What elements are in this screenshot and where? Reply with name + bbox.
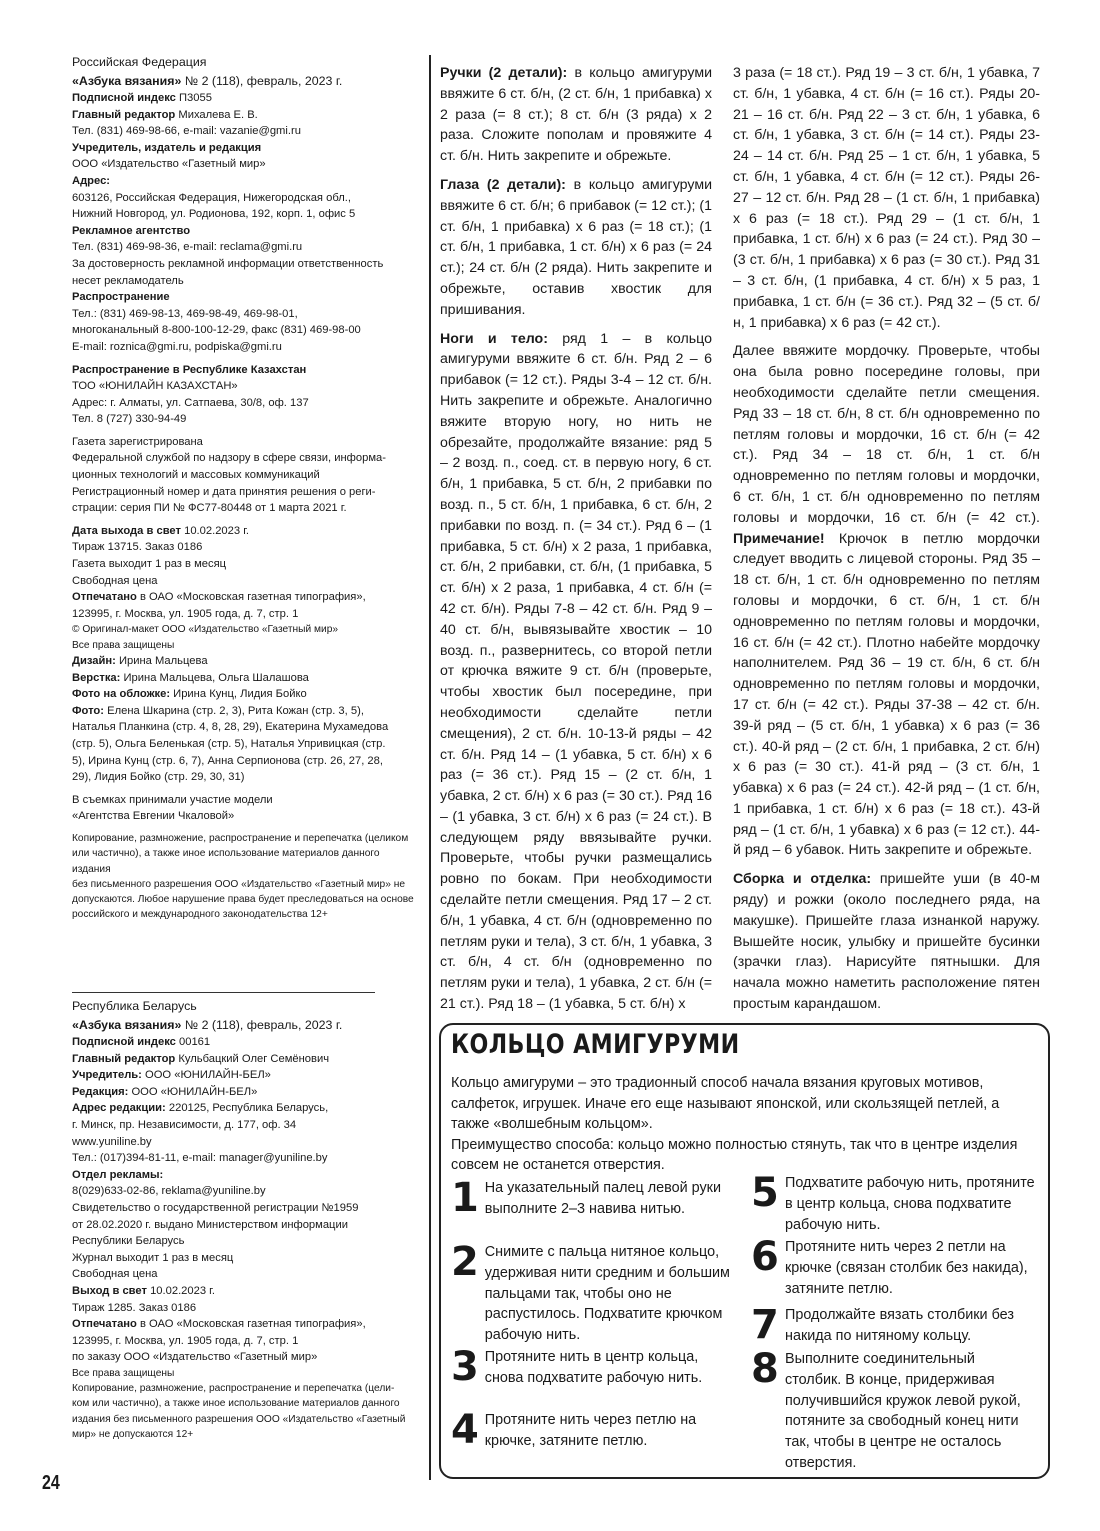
imprint-photo: (стр. 5), Ольга Беленькая (стр. 5), Наталья Упривицкая (стр.: [72, 737, 386, 750]
imprint-ad: 8(029)633-02-86, reklama@yuniline.by: [72, 1185, 266, 1198]
imprint-copyright: Копирование, размножение, распространение и перепечатка (целиком: [72, 832, 409, 844]
imprint-reg: страции: серия ПИ № ФС77-80448 от 1 марта 2021 г.: [72, 502, 347, 515]
imprint-reg: ционных технологий и массовых коммуникаций: [72, 469, 320, 482]
imprint-address: Нижний Новгород, ул. Родионова, 192, корп. 1, офис 5: [72, 208, 356, 221]
imprint-order: по заказу ООО «Издательство «Газетный мир»: [72, 1351, 318, 1364]
imprint-cert: от 28.02.2020 г. выдано Министерством информации: [72, 1218, 348, 1231]
imprint-models: В съемках принимали участие модели: [72, 793, 273, 806]
step-2: [451, 1239, 731, 1346]
imprint-ad-label: Рекламное агентство: [72, 224, 191, 237]
step-number: 2: [451, 1239, 479, 1285]
step-number: 8: [751, 1346, 779, 1392]
legs-body-paragraph: Ноги и тело: ряд 1 – в кольцо амигуруми ввяжите 6 ст. б/н. Ряд 2 – 6 прибавок (= 12 ст.). Ряды 3-4 – 12 ст. б/н. Нить закрепите и обрежьте. Аналогично вяжите вторую ногу, но нить не обрезайте, продолжайте вязание: ряд 5 – 2 возд. п., соед. ст. в первую ногу, 6 ст. б/н, 1 прибавка, 5 ст. б/н, 2 прибавки по возд. п., 5 ст. б/н, 1 прибавка, 6 ст. б/н, 2 прибавки по возд. п. (= 34 ст.). Ряд 6 – (1 прибавка, 5 ст. б/н) х 2 раза, 1 прибавка, ст. б/н, 2 прибавки, ст. б/н, (1 прибавка, 5 ст. б/н) х 2 раза, 1 прибавка, 4 ст. б/н (= 42 ст. б/н). Ряды 7-8 – 42 ст. б/н. Ряд 9 – 40 ст. б/н, вывязывайте хвостик – 10 возд. п., развернитесь, со второй петли от крючка вяжите 9 ст. б/н (проверьте, чтобы хвостик был посередине, при необходимости сделайте петли смещения), 2 ст. б/н. 10-13-й ряды – 42 ст. б/н. Ряд 14 – (1 убавка, 5 ст. б/н) х 6 раз (= 36 ст.). Ряд 15 – (2 ст. б/н, 1 убавка, 2 ст. б/н) х 6 раз (= 30 ст.). Ряд 16 – (1 убавка, 3 ст. б/н) х 6 раз (= 24 ст.). В следующем ряду ввязывайте ручки. Проверьте, чтобы ручки размещались ровно по бокам. При необходимости сделайте петли смещения. Ряд 17 – 2 ст. б/н, 1 убавка, 4 ст. б/н (одновременно по петлям руки и тела), 3 ст. б/н, 1 убавка, 3 ст. б/н, 4 ст. б/н (одновременно по петлям руки и тела), 1 убавка, 2 ст. б/н (= 21 ст.). Ряд 18 – (1 убавка, 5 ст. б/н) х: [440, 330, 712, 1013]
column-divider: [429, 55, 431, 1480]
imprint-circ: Тираж 13715. Заказ 0186: [72, 541, 203, 554]
imprint-dist-label: Распространение: [72, 291, 170, 304]
step-text: Протяните нить в центр кольца, снова подхватите рабочую нить.: [484, 1349, 703, 1386]
imprint-editorial: Редакция: ООО «ЮНИЛАЙН-БЕЛ»: [72, 1085, 258, 1098]
imprint-cert: Республики Беларусь: [72, 1235, 185, 1248]
imprint-kz-addr: Адрес: г. Алматы, ул. Сатпаева, 30/8, оф. 137: [72, 396, 309, 409]
eyes-paragraph: Глаза (2 детали): в кольцо амигуруми ввяжите 6 ст. б/н; 6 прибавок (= 12 ст.); (1 ст. б/н, 1 прибавка) х 6 раз (= 18 ст.); (1 ст. б/н, 1 прибавка, 1 ст. б/н) х 6 раз (= 24 ст.); 24 ст. б/н (2 ряда). Нить закрепите и обрежьте, оставив хвостик для пришивания.: [440, 176, 713, 318]
step-8: [751, 1346, 1043, 1474]
head-paragraph: 3 раза (= 18 ст.). Ряд 19 – 3 ст. б/н, 1 убавка, 7 ст. б/н, 1 убавка, 4 ст. б/н (= 16 ст.). Ряды 20-21 – 16 ст. б/н. Ряд 22 – 3 ст. б/н, 1 убавка, 6 ст. б/н, 1 убавка, 3 ст. б/н (= 14 ст.). Ряды 23-24 – 14 ст. б/н. Ряд 25 – 1 ст. б/н, 1 убавка, 5 ст. б/н, 1 убавка, 4 ст. б/н (= 12 ст.). Ряды 26-27 – 12 ст. б/н. Ряд 28 – (1 ст. б/н, 1 прибавка) х 6 раз (= 18 ст.). Ряд 29 – (1 ст. б/н, 1 прибавка, 1 ст. б/н) х 6 раз (= 24 ст.). Ряд 30 – (3 ст. б/н, 1 прибавка) х 6 раз (= 30 ст.). Ряд 31 – 3 ст. б/н, (1 прибавка, 4 ст. б/н) х 5 раз, 1 прибавка, 1 ст. б/н (= 36 ст.). Ряд 32 – (5 ст. б/н, 1 прибавка) х 6 раз (= 42 ст.).: [733, 65, 1040, 331]
amigurumi-ring-box: [439, 1023, 1050, 1479]
imprint-rights: Все права защищены: [72, 1367, 175, 1379]
imprint-title: «Азбука вязания» № 2 (118), февраль, 2023 г.: [72, 74, 343, 88]
step-text: Выполните соединительный столбик. В конце, придерживая получившийся кружок левой рукой, потяните за свободный конец нити так, чтобы в центре не осталось отверстия.: [785, 1351, 1021, 1471]
imprint-divider: [72, 992, 375, 993]
imprint-dist-email: E-mail: roznica@gmi.ru, podpiska@gmi.ru: [72, 340, 282, 353]
imprint-print-addr: 123995, г. Москва, ул. 1905 года, д. 7, стр. 1: [72, 607, 299, 620]
article-column-2: [733, 63, 1040, 1023]
imprint-kz-org: ТОО «ЮНИЛАЙН КАЗАХСТАН»: [72, 380, 238, 393]
step-6: [751, 1234, 1043, 1299]
imprint-copyright: мир» не допускаются 12+: [72, 1429, 194, 1441]
imprint-photo: 29), Лидия Бойко (стр. 29, 30, 31): [72, 771, 245, 784]
step-number: 7: [751, 1302, 779, 1348]
imprint-freq: Журнал выходит 1 раз в месяц: [72, 1251, 234, 1264]
imprint-address: Адрес редакции: 220125, Республика Беларусь,: [72, 1102, 329, 1115]
imprint-editor: Главный редактор Михалева Е. В.: [72, 108, 258, 121]
imprint-editor: Главный редактор Кульбацкий Олег Семёнович: [72, 1052, 330, 1065]
imprint-date: Выход в свет 10.02.2023 г.: [72, 1284, 215, 1297]
hands-paragraph: Ручки (2 детали): в кольцо амигуруми ввяжите 6 ст. б/н, (2 ст. б/н, 1 прибавка) х 2 раза (= 8 ст.); 8 ст. б/н (3 ряда) х 2 раза. Сложите пополам и провяжите 4 ст. б/н. Нить закрепите и обрежьте.: [440, 65, 712, 165]
step-3: [451, 1344, 731, 1390]
imprint-tel: Тел. (831) 469-98-66, e-mail: vazanie@gmi.ru: [72, 125, 301, 138]
step-text: Протяните нить через петлю на крючке, затяните петлю.: [484, 1412, 697, 1449]
imprint-rights: Все права защищены: [72, 639, 175, 651]
imprint-price: Свободная цена: [72, 574, 158, 587]
imprint-address: г. Минск, пр. Независимости, д. 177, оф. 34: [72, 1118, 297, 1131]
imprint-by: [72, 996, 420, 1442]
step-text: Подхватите рабочую нить, протяните в центр кольца, снова подхватите рабочую нить.: [785, 1175, 1035, 1233]
assembly-paragraph: Сборка и отделка: пришейте уши (в 40-м ряду) и рожки (около последнего ряда, на макушке). Пришейте глаза изнанкой наружу. Вышейте носик, улыбку и пришейте бусинки (зрачки глаз). Нарисуйте пятнышки. Для начала можно наметить расположение пятен простым карандашом.: [733, 871, 1040, 1013]
step-text: На указательный палец левой руки выполните 2–3 навива нитью.: [484, 1180, 722, 1217]
step-number: 6: [751, 1234, 779, 1280]
step-text: Снимите с пальца нитяное кольцо, удерживая нити средним и большим пальцами так, чтобы оно не распустилось. Подхватите крючком рабочую нить.: [484, 1244, 730, 1344]
step-1: [451, 1175, 731, 1221]
imprint-price: Свободная цена: [72, 1268, 158, 1281]
imprint-publisher-label: Учредитель, издатель и редакция: [72, 141, 262, 154]
step-4: [451, 1407, 731, 1453]
imprint-copyright: Копирование, размножение, распространение и перепечатка (цели-: [72, 1383, 395, 1395]
step-5: [751, 1170, 1043, 1235]
imprint-address-label: Адрес:: [72, 174, 111, 187]
imprint-founder: Учредитель: ООО «ЮНИЛАЙН-БЕЛ»: [72, 1069, 271, 1082]
imprint-kz-tel: Тел. 8 (727) 330-94-49: [72, 413, 187, 426]
imprint-print-addr: 123995, г. Москва, ул. 1905 года, д. 7, стр. 1: [72, 1334, 299, 1347]
step-text: Протяните нить через 2 петли на крючке (связан столбик без накида), затяните петлю.: [785, 1239, 1028, 1297]
imprint-copyright: допускаются. Любое нарушение права будет преследоваться на основе: [72, 894, 414, 906]
step-7: [751, 1302, 1043, 1348]
imprint-reg: Регистрационный номер и дата принятия решения о реги-: [72, 485, 376, 498]
imprint-copyright: или частично), а также иное использование материалов данного издания: [72, 848, 380, 875]
imprint-ad-tel: Тел. (831) 469-98-36, e-mail: reclama@gmi.ru: [72, 241, 303, 254]
imprint-freq: Газета выходит 1 раз в месяц: [72, 558, 227, 571]
imprint-reg: Газета зарегистрирована: [72, 435, 203, 448]
muzzle-paragraph: Далее ввяжите мордочку. Проверьте, чтобы она была ровно посередине головы, при необходимости сделайте петли смещения. Ряд 33 – 18 ст. б/н, 8 ст. б/н одновременно по петлям головы и мордочки, 16 ст. б/н (= 42 ст.). Ряд 34 – 18 ст. б/н, 1 ст. б/н одновременно по петлям головы и мордочки, 6 ст. б/н, 1 ст. б/н одновременно по петлям головы и мордочки, 16 ст. б/н (= 42 ст.). Примечание! Крючок в петлю мордочки следует вводить с лицевой стороны. Ряд 35 – 18 ст. б/н, 1 ст. б/н одновременно по петлям головы и мордочки, 6 ст. б/н, 1 ст. б/н одновременно по петлям головы и мордочки, 16 ст. б/н (= 42 ст.). Плотно набейте мордочку наполнителем. Ряд 36 – 19 ст. б/н, 6 ст. б/н одновременно по петлям головы и мордочки, 17 ст. б/н (= 42 ст.). Ряды 37-38 – 42 ст. б/н. 39-й ряд – (5 ст. б/н, 1 убавка) х 6 раз (= 36 ст.). 40-й ряд – (2 ст. б/н, 1 прибавка, 2 ст. б/н) х 6 раз (= 30 ст.). 41-й ряд – (3 ст. б/н, 1 убавка) х 6 раз (= 24 ст.). 42-й ряд – (1 ст. б/н, 1 прибавка, 1 ст. б/н) х 6 раз (= 18 ст.). 43-й ряд – (1 ст. б/н, 1 убавка) х 6 раз (= 12 ст.). 44-й ряд – 6 убавок. Нить закрепите и обрежьте.: [733, 343, 1040, 859]
box-intro: [451, 1073, 1041, 1176]
imprint-design: Дизайн: Ирина Мальцева: [72, 655, 208, 667]
step-number: 4: [451, 1407, 479, 1453]
imprint-copyright: ком или частично), а также иное использование материалов данного: [72, 1398, 400, 1410]
imprint-layout: Верстка: Ирина Мальцева, Ольга Шалашова: [72, 671, 309, 684]
imprint-address: 603126, Российская Федерация, Нижегородская обл.,: [72, 191, 351, 204]
imprint-subscription: Подписной индекс П3055: [72, 92, 212, 104]
imprint-kz-label: Распространение в Республике Казахстан: [72, 363, 307, 376]
imprint-tel: Тел.: (017)394-81-11, e-mail: manager@yuniline.by: [72, 1152, 328, 1165]
step-number: 3: [451, 1344, 479, 1390]
imprint-circ: Тираж 1285. Заказ 0186: [72, 1301, 197, 1314]
imprint-publisher: ООО «Издательство «Газетный мир»: [72, 158, 266, 171]
box-title: КОЛЬЦО АМИГУРУМИ: [451, 1029, 740, 1060]
imprint-ad-label: Отдел рекламы:: [72, 1168, 164, 1181]
imprint-photo: Фото: Елена Шкарина (стр. 2, 3), Рита Кожан (стр. 3, 5),: [72, 704, 364, 717]
imprint-copyright: без письменного разрешения ООО «Издательство «Газетный мир» не: [72, 878, 406, 890]
imprint-print: Отпечатано в ОАО «Московская газетная типография»,: [72, 1318, 366, 1331]
imprint-models: «Агентства Евгении Чкаловой»: [72, 810, 235, 823]
imprint-date: Дата выхода в свет 10.02.2023 г.: [72, 524, 250, 537]
imprint-copyright: российского и международного законодательства 12+: [72, 909, 328, 921]
box-intro-text: Кольцо амигуруми – это традионный способ начала вязания круговых мотивов, салфеток, игрушек. Иначе его еще называют японской, или скользящей петлей, а также «волшебным кольцом».: [451, 1075, 1000, 1133]
imprint-copyright: издания без письменного разрешения ООО «Издательство «Газетный: [72, 1413, 406, 1425]
imprint-dist-tel: многоканальный 8-800-100-12-29, факс (831) 469-98-00: [72, 324, 361, 337]
imprint-title: «Азбука вязания» № 2 (118), февраль, 2023 г.: [72, 1018, 343, 1032]
imprint-cert: Свидетельство о государственной регистрации №1959: [72, 1201, 359, 1214]
page-number: 24: [42, 1472, 60, 1494]
imprint-dist-tel: Тел.: (831) 469-98-13, 469-98-49, 469-98-01,: [72, 307, 298, 320]
imprint-photo: Наталья Планкина (стр. 4, 8, 28, 29), Екатерина Мухамедова: [72, 721, 389, 734]
imprint-ad-note: За достоверность рекламной информации ответственность: [72, 257, 384, 270]
imprint-subscription: Подписной индекс 00161: [72, 1036, 211, 1048]
step-number: 1: [451, 1175, 479, 1221]
imprint-ad-note: несет рекламодатель: [72, 274, 184, 287]
imprint-photo: 5), Ирина Кунц (стр. 6, 7), Анна Серпионова (стр. 26, 27, 28,: [72, 754, 383, 767]
imprint-cover: Фото на обложке: Ирина Кунц, Лидия Бойко: [72, 688, 307, 701]
imprint-web: www.yuniline.by: [72, 1135, 152, 1148]
step-text: Продолжайте вязать столбики без накида по нитяному кольцу.: [785, 1307, 1014, 1344]
step-number: 5: [751, 1170, 779, 1216]
imprint-rf: [72, 52, 420, 923]
imprint-layout-copy: © Оригинал-макет ООО «Издательство «Газетный мир»: [72, 624, 339, 636]
box-intro-text: Преимущество способа: кольцо можно полностью стянуть, так что в центре изделия совсем не останется отверстия.: [451, 1136, 1018, 1174]
imprint-country: Российская Федерация: [72, 55, 207, 69]
article-column-1: [440, 63, 712, 1023]
imprint-reg: Федеральной службой по надзору в сфере связи, информа-: [72, 452, 386, 465]
imprint-print: Отпечатано в ОАО «Московская газетная типография»,: [72, 591, 366, 604]
imprint-country: Республика Беларусь: [72, 999, 197, 1013]
